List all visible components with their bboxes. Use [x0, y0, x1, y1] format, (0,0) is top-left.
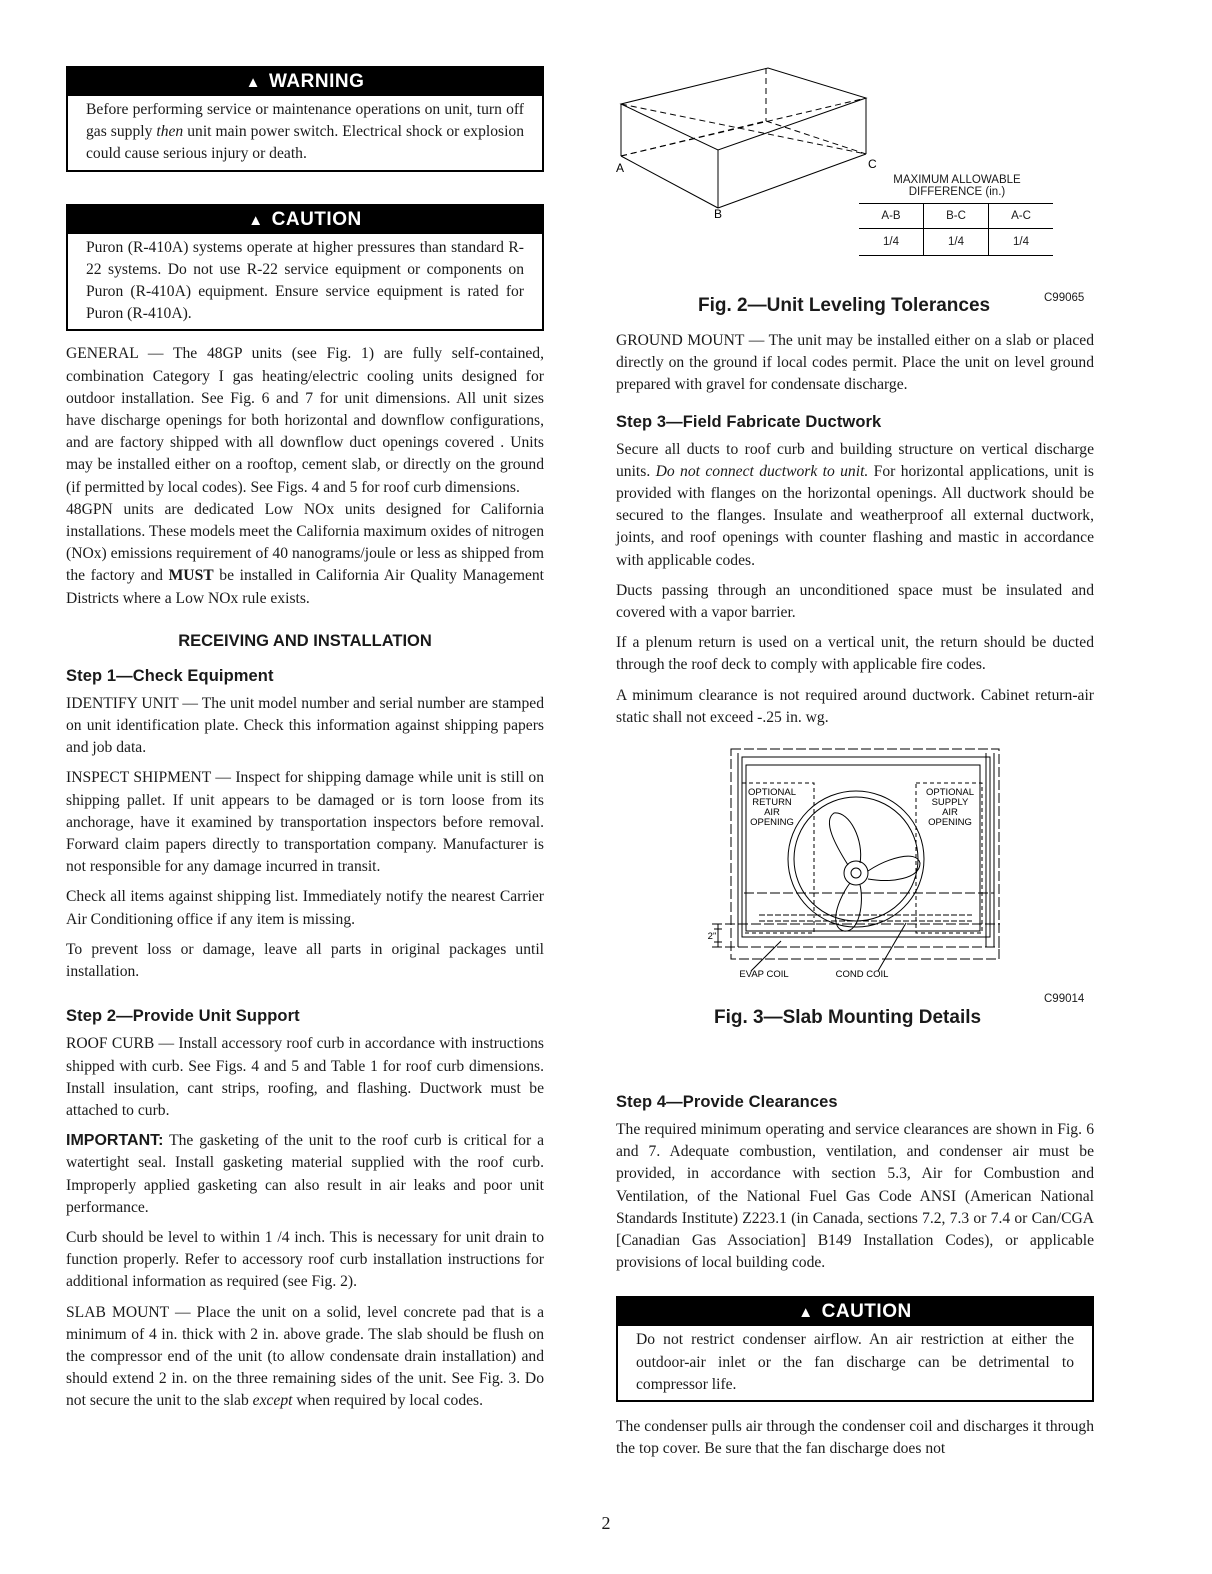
identify-unit-paragraph: IDENTIFY UNIT — The unit model number and serial number are stamped on unit identification plate. Check this information against shipping papers and job data.	[66, 694, 544, 757]
ground-mount-paragraph: GROUND MOUNT — The unit may be installed either on a slab or placed directly on the ground if local codes permit. Place the unit on level ground prepared with gravel for condensate discharge.	[616, 332, 1094, 394]
warning-header	[68, 68, 542, 96]
inspect-shipment-paragraph: INSPECT SHIPMENT — Inspect for shipping damage while unit is still on shipping pallet. If unit appears to be damaged or is torn loose from its anchorage, have it examined by transportation inspectors before removal. Forward claim papers directly to transportation company. Manufacturer is not responsible for any damage incurred in transit.	[66, 769, 544, 876]
caution-text: Puron (R-410A) systems operate at higher pressures than standard R-22 systems. Do not use R-22 service equipment or components on Puron (R-410A) equipment. Ensure service equipment is rated for Puron (R-410A).	[86, 238, 524, 323]
warning-box	[66, 66, 544, 172]
caution-title: CAUTION	[271, 208, 362, 230]
condenser-paragraph: The condenser pulls air through the condenser coil and discharges it through the top cover. Be sure that the fan discharge does not	[616, 1418, 1094, 1458]
left-column	[66, 66, 544, 1421]
clearances-paragraph: The required minimum operating and service clearances are shown in Fig. 6 and 7. Adequate combustion, ventilation, and condenser air must be provided, in accordance with section 5.3, Air for Combustion and Ventilation, of the National Fuel Gas Code ANSI (American National Standards Institute) Z223.1 (in Canada, sections 7.2, 7.3 or 7.4 or Can/CGA [Canadian Gas Association] B149 Installation Codes), or applicable provisions of local building code.	[616, 1121, 1094, 1272]
section-title: RECEIVING AND INSTALLATION	[178, 631, 432, 650]
table-header: A-B	[859, 204, 924, 229]
warning-title: WARNING	[269, 71, 365, 92]
ductwork-paragraph: Secure all ducts to roof curb and building structure on vertical discharge units. Do not connect ductwork to unit. For horizontal applications, unit is provided with flanges on the horizontal openings. All ductwork should be secured to the flanges. Insulate and weatherproof all external ductwork, joints, and roof openings with counter flashing and mastic in accordance with applicable codes.	[616, 440, 1094, 569]
prevent-loss-paragraph: To prevent loss or damage, leave all parts in original packages until installation.	[66, 940, 544, 981]
figure-2-code: C99065	[1044, 292, 1085, 304]
warning-text: Before performing service or maintenance operations on unit, turn off gas supply then unit main power switch. Electrical shock or explosion could cause serious injury or death.	[86, 101, 524, 163]
important-label: IMPORTANT:	[66, 1132, 164, 1150]
dimension-label: 2"	[707, 931, 717, 943]
plenum-paragraph: If a plenum return is used on a vertical unit, the return should be ducted through the roof deck to comply with applicable fire codes.	[616, 634, 1094, 674]
insulation-paragraph: Ducts passing through an unconditioned space must be insulated and covered with a vapor barrier.	[616, 581, 1094, 622]
warning-triangle-icon: ▲	[245, 74, 262, 91]
slab-mounting-diagram	[616, 741, 1094, 981]
table-header: A-C	[989, 204, 1054, 229]
tolerance-table	[859, 203, 1053, 256]
step2-heading: Step 2—Provide Unit Support	[66, 1007, 300, 1026]
caution-header	[618, 1298, 1092, 1326]
caution-title: CAUTION	[821, 1301, 912, 1323]
step4-heading: Step 4—Provide Clearances	[616, 1093, 838, 1112]
figure-3-code: C99014	[1044, 993, 1085, 1006]
supply-opening-label: OPTIONAL	[925, 787, 975, 799]
roof-curb-paragraph: ROOF CURB — Install accessory roof curb in accordance with instructions shipped with curb. See Figs. 4 and 5 and Table 1 for roof curb dimensions. Install insulation, cant strips, roofing, and flashing. Ductwork must be attached to curb.	[66, 1035, 544, 1119]
tolerance-table-title: MAXIMUM ALLOWABLE DIFFERENCE (in.)	[893, 174, 1021, 198]
caution-box-airflow	[616, 1296, 1094, 1402]
corner-label-a: A	[616, 161, 625, 175]
check-items-paragraph: Check all items against shipping list. Immediately notify the nearest Carrier Air Conditioning office if any item is missing.	[66, 888, 544, 928]
figure-2	[616, 66, 1094, 324]
supply-opening-label: AIR	[942, 807, 958, 819]
table-cell: 1/4	[989, 229, 1054, 256]
corner-label-b: B	[714, 207, 723, 221]
figure-3	[616, 741, 1094, 1041]
important-paragraph: IMPORTANT: The gasketing of the unit to the roof curb is critical for a watertight seal. Install gasketing material supplied with the roof curb. Improperly applied gasketing can also result in air leaks and poor unit performance.	[66, 1132, 544, 1216]
table-cell: 1/4	[924, 229, 989, 256]
caution-triangle-icon: ▲	[248, 211, 264, 229]
figure-3-caption: Fig. 3—Slab Mounting Details	[714, 1007, 982, 1029]
return-opening-label: AIR	[764, 807, 780, 819]
slab-mount-paragraph: SLAB MOUNT — Place the unit on a solid, level concrete pad that is a minimum of 4 in. thick with 2 in. above grade. The slab should be flush on the compressor end of the unit (to allow condensate drain installation) and should extend 2 in. on the three remaining sides of the unit. See Fig. 3. Do not secure the unit to the slab except when required by local codes.	[66, 1303, 544, 1410]
cond-coil-label: COND COIL	[835, 969, 889, 981]
caution-text: Do not restrict condenser airflow. An air restriction at either the outdoor-air inlet or the fan discharge can be detrimental to compressor life.	[636, 1331, 1074, 1393]
supply-opening-label: SUPPLY	[931, 797, 969, 809]
curb-level-paragraph: Curb should be level to within 1 /4 inch. This is necessary for unit drain to function properly. Refer to accessory roof curb installation instructions for additional information as required (see Fig. 2).	[66, 1228, 544, 1291]
caution-triangle-icon: ▲	[798, 1304, 814, 1322]
table-header: B-C	[924, 204, 989, 229]
step1-heading: Step 1—Check Equipment	[66, 666, 274, 685]
figure-2-caption: Fig. 2—Unit Leveling Tolerances	[698, 295, 991, 316]
step3-heading: Step 3—Field Fabricate Ductwork	[616, 412, 882, 431]
table-cell: 1/4	[859, 229, 924, 256]
return-opening-label: RETURN	[752, 797, 792, 809]
caution-box-refrigerant	[66, 204, 544, 332]
general-paragraph: GENERAL — The 48GP units (see Fig. 1) are fully self-contained, combination Category I gas heating/electric cooling units designed for outdoor installation. See Fig. 6 and 7 for unit dimensions. All unit sizes have discharge openings for both horizontal and downflow configurations, and are factory shipped with all downflow duct openings covered . Units may be installed either on a rooftop, cement slab, or directly on the ground (if permitted by local codes). See Figs. 4 and 5 for roof curb dimensions.	[66, 345, 544, 496]
corner-label-c: C	[868, 157, 877, 171]
clearance-ductwork-paragraph: A minimum clearance is not required around ductwork. Cabinet return-air static shall not exceed -.25 in. wg.	[616, 686, 1094, 726]
return-opening-label: OPENING	[750, 817, 794, 829]
return-opening-label: OPTIONAL	[747, 787, 797, 799]
supply-opening-label: OPENING	[928, 817, 972, 829]
right-column	[616, 66, 1094, 1468]
low-nox-paragraph: 48GPN units are dedicated Low NOx units designed for California installations. These models meet the California maximum oxides of nitrogen (NOx) emissions requirement of 40 nanograms/joule or less as shipped from the factory and MUST be installed in California Air Quality Management Districts where a Low NOx rule exists.	[66, 500, 545, 607]
page-number: 2	[601, 1513, 611, 1533]
evap-coil-label: EVAP COIL	[739, 969, 789, 981]
caution-header	[68, 206, 542, 234]
